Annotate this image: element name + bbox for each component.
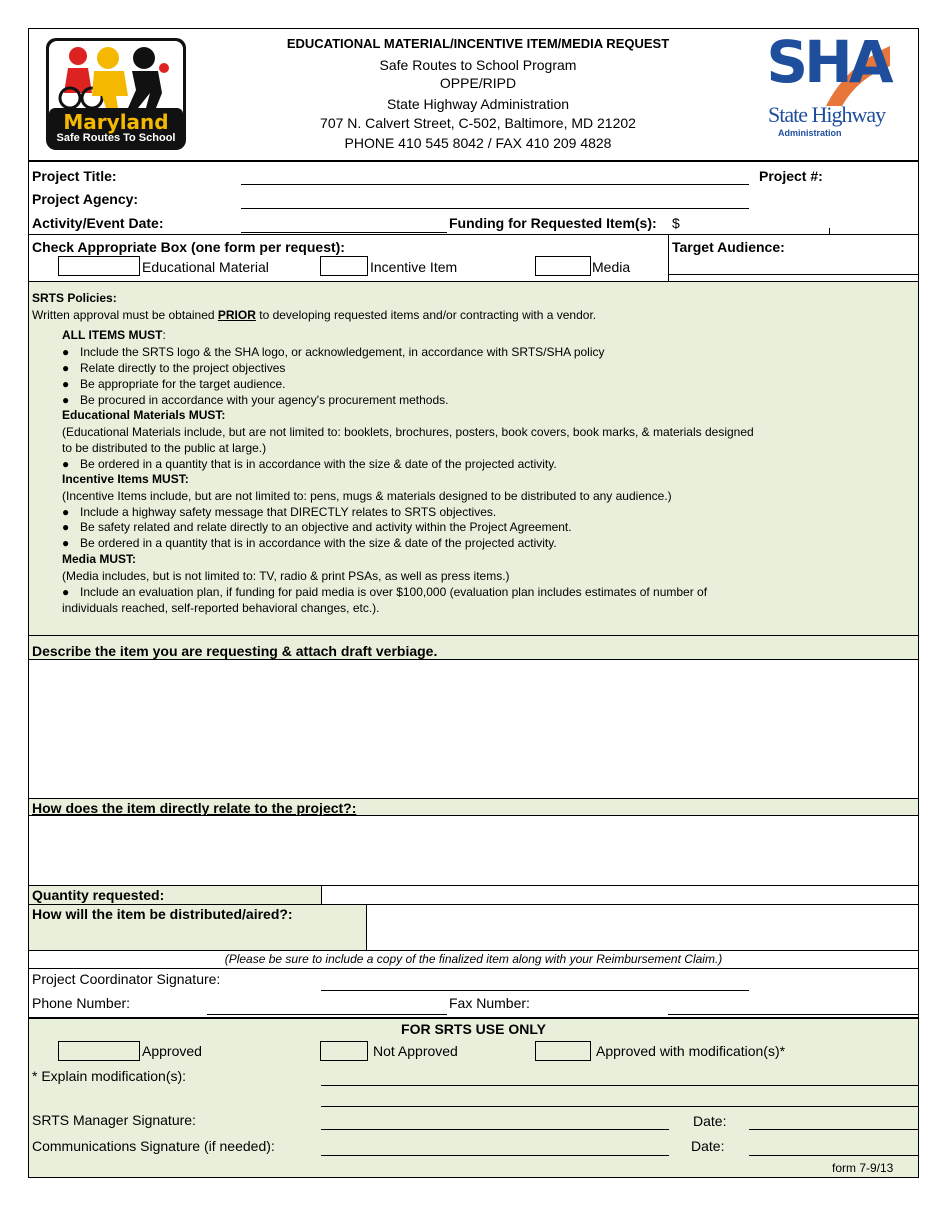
not-approved-checkbox[interactable]	[320, 1041, 368, 1061]
all-items-heading-text: ALL ITEMS MUST	[62, 328, 163, 342]
describe-label: Describe the item you are requesting & attach draft verbiage.	[32, 643, 438, 659]
srts-use-heading: FOR SRTS USE ONLY	[401, 1021, 546, 1037]
form-title: EDUCATIONAL MATERIAL/INCENTIVE ITEM/MEDIA REQUEST	[286, 36, 670, 51]
media-label: Media	[592, 259, 631, 275]
communications-date-label: Date:	[691, 1138, 725, 1154]
funding-label: Funding for Requested Item(s):	[449, 215, 657, 231]
incentive-item-text: Be ordered in a quantity that is in accordance with the size & date of the projected activity.	[80, 536, 557, 550]
educational-material-checkbox[interactable]	[58, 256, 140, 276]
all-items-heading-colon: :	[162, 328, 166, 342]
phone-number-label: Phone Number:	[32, 995, 131, 1011]
approved-with-modifications-label: Approved with modification(s)*	[596, 1043, 786, 1059]
all-item-text: Include the SRTS logo & the SHA logo, or acknowledgement, in accordance with SRTS/SHA policy	[80, 345, 605, 359]
manager-date-field[interactable]	[749, 1129, 919, 1130]
program-name: Safe Routes to School Program	[379, 57, 577, 73]
distributed-input[interactable]	[367, 905, 918, 950]
form-id: form 7-9/13	[832, 1161, 894, 1175]
all-item: ● Include the SRTS logo & the SHA logo, or acknowledgement, in accordance with SRTS/SHA policy	[62, 345, 605, 359]
srts-logo-subtitle: Safe Routes To School	[56, 132, 176, 144]
not-approved-label: Not Approved	[373, 1043, 458, 1059]
manager-signature-label: SRTS Manager Signature:	[32, 1112, 196, 1128]
policies-intro	[32, 308, 596, 322]
approved-checkbox[interactable]	[58, 1041, 140, 1061]
approved-label: Approved	[142, 1043, 202, 1059]
all-item: ● Be procured in accordance with your agency's procurement methods.	[62, 393, 449, 407]
quantity-input[interactable]	[322, 886, 918, 904]
project-title-field[interactable]	[241, 184, 749, 185]
project-title-label: Project Title:	[32, 168, 117, 184]
explain-modifications-field-2[interactable]	[321, 1106, 919, 1107]
office-name: OPPE/RIPD	[439, 75, 517, 91]
policies-intro-before: Written approval must be obtained	[32, 308, 218, 322]
media-note: (Media includes, but is not limited to: TV, radio & print PSAs, as well as press items.)	[62, 569, 510, 583]
manager-signature-field[interactable]	[321, 1129, 669, 1130]
incentive-item: ● Be safety related and relate directly to an objective and activity within the Project Agreement.	[62, 520, 572, 534]
incentive-item-checkbox[interactable]	[320, 256, 368, 276]
policies-heading: SRTS Policies:	[32, 291, 117, 305]
manager-date-label: Date:	[693, 1113, 727, 1129]
policies-intro-after: to developing requested items and/or contracting with a vendor.	[255, 308, 597, 322]
distributed-label: How will the item be distributed/aired?:	[32, 906, 293, 922]
divider	[28, 968, 919, 969]
incentive-item-label: Incentive Item	[370, 259, 458, 275]
target-audience-field[interactable]	[669, 274, 919, 275]
all-item: ● Relate directly to the project objectives	[62, 361, 286, 375]
explain-modifications-field[interactable]	[321, 1085, 919, 1086]
incentive-note: (Incentive Items include, but are not limited to: pens, mugs & materials designed to be distributed to any audience.)	[62, 489, 672, 503]
edu-heading: Educational Materials MUST:	[62, 408, 226, 422]
agency-phone-fax: PHONE 410 545 8042 / FAX 410 209 4828	[344, 135, 612, 151]
approved-with-modifications-checkbox[interactable]	[535, 1041, 591, 1061]
all-items-heading	[62, 328, 166, 342]
all-item-text: Be procured in accordance with your agency's procurement methods.	[80, 393, 449, 407]
coordinator-signature-label: Project Coordinator Signature:	[32, 971, 221, 987]
all-item: ● Be appropriate for the target audience.	[62, 377, 286, 391]
communications-signature-field[interactable]	[321, 1155, 669, 1156]
incentive-item-text: Be safety related and relate directly to an objective and activity within the Project Agreement.	[80, 520, 572, 534]
relate-label: How does the item directly relate to the project?:	[32, 800, 357, 816]
media-heading: Media MUST:	[62, 552, 137, 566]
media-item-continued: individuals reached, self-reported behavioral changes, etc.).	[62, 601, 380, 615]
project-agency-field[interactable]	[241, 208, 749, 209]
media-item: ● Include an evaluation plan, if funding for paid media is over $100,000 (evaluation plan includes estimates of number of	[62, 585, 708, 599]
edu-item-text: Be ordered in a quantity that is in accordance with the size & date of the projected activity.	[80, 457, 557, 471]
divider	[28, 160, 919, 162]
fax-number-field[interactable]	[668, 1014, 919, 1015]
activity-date-label: Activity/Event Date:	[32, 215, 164, 231]
sha-logo	[766, 28, 890, 144]
media-checkbox[interactable]	[535, 256, 591, 276]
activity-date-field[interactable]	[241, 232, 447, 233]
sha-logo-letters: SHA	[766, 28, 890, 96]
srts-logo-title: Maryland	[63, 110, 169, 134]
target-audience-label: Target Audience:	[672, 239, 785, 255]
edu-note-line1: (Educational Materials include, but are not limited to: booklets, brochures, posters, book covers, book marks, & materials designed	[62, 425, 754, 439]
project-number-label: Project #:	[759, 168, 823, 184]
agency-address: 707 N. Calvert Street, C-502, Baltimore, MD 21202	[320, 115, 636, 131]
agency-name: State Highway Administration	[386, 96, 570, 112]
relate-textarea[interactable]	[29, 816, 918, 885]
all-item-text: Be appropriate for the target audience.	[80, 377, 286, 391]
divider	[28, 950, 919, 951]
sha-logo-administration: Administration	[778, 128, 842, 138]
coordinator-signature-field[interactable]	[321, 990, 749, 991]
educational-material-label: Educational Material	[142, 259, 269, 275]
incentive-item: ● Include a highway safety message that DIRECTLY relates to SRTS objectives.	[62, 505, 497, 519]
edu-item: ● Be ordered in a quantity that is in accordance with the size & date of the projected activity.	[62, 457, 557, 471]
edu-note-line2: to be distributed to the public at large.)	[62, 441, 267, 455]
quantity-label: Quantity requested:	[32, 887, 165, 903]
incentive-heading: Incentive Items MUST:	[62, 472, 189, 486]
media-item-text: Include an evaluation plan, if funding for paid media is over $100,000 (evaluation plan includes estimates of number of	[80, 585, 708, 599]
incentive-item: ● Be ordered in a quantity that is in accordance with the size & date of the projected activity.	[62, 536, 557, 550]
funding-currency: $	[672, 215, 680, 231]
phone-number-field[interactable]	[207, 1014, 447, 1015]
reminder-note: (Please be sure to include a copy of the finalized item along with your Reimbursement Claim.)	[224, 952, 723, 966]
fax-number-label: Fax Number:	[449, 995, 530, 1011]
policies-intro-emphasis: PRIOR	[217, 308, 256, 322]
srts-logo	[46, 38, 186, 150]
check-box-label: Check Appropriate Box (one form per request):	[32, 239, 345, 255]
explain-modifications-label: * Explain modification(s):	[32, 1068, 187, 1084]
communications-date-field[interactable]	[749, 1155, 919, 1156]
all-item-text: Relate directly to the project objectives	[80, 361, 286, 375]
communications-signature-label: Communications Signature (if needed):	[32, 1138, 275, 1154]
incentive-item-text: Include a highway safety message that DIRECTLY relates to SRTS objectives.	[80, 505, 497, 519]
sha-logo-state-highway: State Highway	[768, 102, 886, 127]
describe-textarea[interactable]	[29, 660, 918, 798]
divider	[28, 234, 919, 235]
project-agency-label: Project Agency:	[32, 191, 139, 207]
